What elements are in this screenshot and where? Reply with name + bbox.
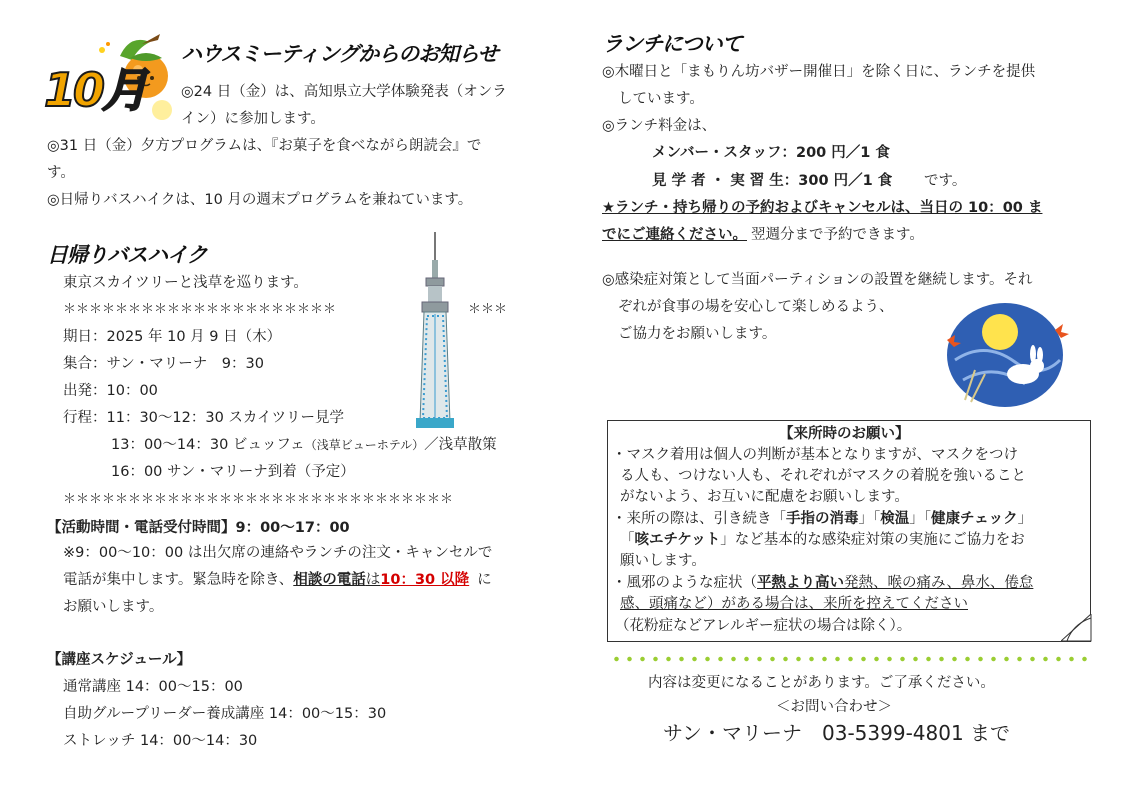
temperature-check: 検温: [880, 511, 910, 527]
house-meeting-line-5: ◎日帰りバスハイクは、10 月の週末プログラムを兼ねています。: [47, 192, 473, 208]
lunch-line-2: しています。: [618, 91, 704, 107]
bus-hike-depart: 出発：10：00: [63, 383, 158, 399]
hours-note-2-a: 電話が集中します。緊急時を除き、: [63, 572, 294, 588]
notice-7c: 発熱、喉の痛み、鼻水、倦怠: [844, 575, 1034, 591]
notice-title: 【来所時のお願い】: [779, 426, 910, 442]
schedule-title: 【講座スケジュール】: [47, 652, 192, 668]
partition-line-2: ぞれが食事の場を安心して楽しめるよう、: [618, 299, 894, 315]
house-meeting-line-4: す。: [47, 165, 75, 181]
reserve-line-1: ★ランチ・持ち帰りの予約およびキャンセルは、当日の 10：00 ま: [602, 200, 1043, 216]
house-meeting-line-3: ◎31 日（金）夕方プログラムは、『お菓子を食べながら朗読会』で: [47, 138, 482, 154]
price-member: メンバー・スタッフ：200 円／1 食: [652, 145, 890, 161]
hours-title: 【活動時間・電話受付時間】9：00～17：00: [47, 520, 350, 536]
schedule-item-3: ストレッチ 14：00～14：30: [63, 733, 258, 749]
lunch-title: ランチについて: [602, 32, 742, 56]
notice-4c: 」「: [858, 511, 881, 527]
bus-hike-title: 日帰りバスハイク: [47, 243, 207, 267]
month-badge-text: 10月: [44, 63, 146, 117]
hours-note-2-e: に: [477, 572, 492, 588]
notice-4g: 」: [1017, 511, 1033, 527]
notice-line-9: （花粉症などアレルギー症状の場合は除く）。: [615, 618, 912, 634]
hours-note-1: ※9：00～10：00 は出欠席の連絡やランチの注文・キャンセルで: [63, 545, 493, 561]
hand-sanitize: 手指の消毒: [786, 511, 859, 527]
house-meeting-title: ハウスミーティングからのお知らせ: [181, 42, 498, 66]
bus-hike-itinerary-2: [111, 435, 497, 455]
lunch-line-3: ◎ランチ料金は、: [602, 118, 717, 134]
cough-etiquette: 咳エチケット: [634, 532, 721, 548]
notice-7a: ・風邪のような症状（: [612, 575, 757, 591]
house-meeting-line-2: イン）に参加します。: [181, 111, 325, 127]
bus-hike-date: 期日：2025 年 10 月 9 日（木）: [63, 329, 282, 345]
notice-line-3: がないよう、お互いに配慮をお願いします。: [620, 489, 909, 505]
notice-line-8: 感、頭痛など）がある場合は、来所を控えてください: [620, 596, 968, 612]
notice-5c: 」など基本的な感染症対策の実施にご協力をお: [720, 532, 1025, 548]
notice-line-5: [620, 530, 1025, 550]
hours-note-2-c: は: [365, 572, 381, 588]
reserve-contact: でにご連絡ください。: [602, 227, 747, 243]
notice-line-7: [612, 573, 1033, 593]
bus-hike-stars-top: ＊＊＊＊＊＊＊＊＊＊＊＊＊＊＊＊＊＊＊＊＊: [63, 302, 337, 317]
partition-line-3: ご協力をお願いします。: [618, 326, 777, 342]
consult-time: 10：30 以降: [380, 572, 470, 588]
dotted-divider: [610, 655, 1088, 663]
skytree-icon: [410, 232, 460, 432]
month-badge: [42, 30, 177, 125]
schedule-item-2: 自助グループリーダー養成講座 14：00～15：30: [63, 706, 387, 722]
moon-rabbit-icon: [945, 300, 1075, 410]
health-check: 健康チェック: [931, 511, 1018, 527]
contact-label: ＜お問い合わせ＞: [776, 699, 892, 715]
partition-line-1: ◎感染症対策として当面パーティションの設置を継続します。それ: [602, 272, 1033, 288]
hours-note-3: お願いします。: [63, 599, 164, 615]
notice-line-6: 願いします。: [620, 553, 706, 569]
house-meeting-line-1: ◎24 日（金）は、高知県立大学体験発表（オンラ: [181, 84, 507, 100]
bus-hike-itinerary-3: 16：00 サン・マリーナ到着（予定）: [111, 464, 355, 480]
reserve-line-2: [602, 225, 924, 245]
lunch-line-1: ◎木曜日と「まもりん坊バザー開催日」を除く日に、ランチを提供: [602, 64, 1036, 80]
hours-note-2: [63, 570, 492, 590]
bus-hike-intro: 東京スカイツリーと浅草を巡ります。: [63, 275, 308, 291]
bus-hike-meet: 集合：サン・マリーナ 9：30: [63, 356, 264, 372]
price-suffix: です。: [924, 173, 967, 189]
schedule-item-1: 通常講座 14：00～15：00: [63, 679, 243, 695]
itinerary-2-walk: ／浅草散策: [424, 437, 497, 453]
notice-line-4: [612, 509, 1032, 529]
above-normal-temp: 平熱より高い: [757, 575, 844, 591]
notice-5a: 「: [620, 532, 635, 548]
change-note: 内容は変更になることがあります。ご了承ください。: [648, 675, 995, 691]
page-curl-icon: [1061, 614, 1093, 642]
bus-hike-itinerary-1: 行程：11：30～12：30 スカイツリー見学: [63, 410, 344, 426]
price-visitor: 見 学 者 ・ 実 習 生：300 円／1 食: [652, 173, 893, 189]
bus-hike-stars-bottom: ＊＊＊＊＊＊＊＊＊＊＊＊＊＊＊＊＊＊＊＊＊＊＊＊＊＊＊＊＊＊: [63, 492, 454, 507]
reserve-next-week: 翌週分まで予約できます。: [751, 227, 924, 243]
notice-line-2: る人も、つけない人も、それぞれがマスクの着脱を強いること: [620, 468, 1026, 484]
bus-hike-stars-top-right: ＊＊＊: [468, 302, 508, 317]
notice-4a: ・来所の際は、引き続き「: [612, 511, 786, 527]
notice-line-1: ・マスク着用は個人の判断が基本となりますが、マスクをつけ: [612, 447, 1018, 463]
notice-4e: 」「: [909, 511, 931, 527]
itinerary-2-main: 13：00～14：30 ビュッフェ: [111, 437, 305, 453]
contact-phone: サン・マリーナ 03-5399-4801 まで: [663, 721, 1011, 745]
consult-phone-label: 相談の電話: [293, 572, 366, 588]
itinerary-2-hotel: （浅草ビューホテル）: [304, 438, 425, 452]
